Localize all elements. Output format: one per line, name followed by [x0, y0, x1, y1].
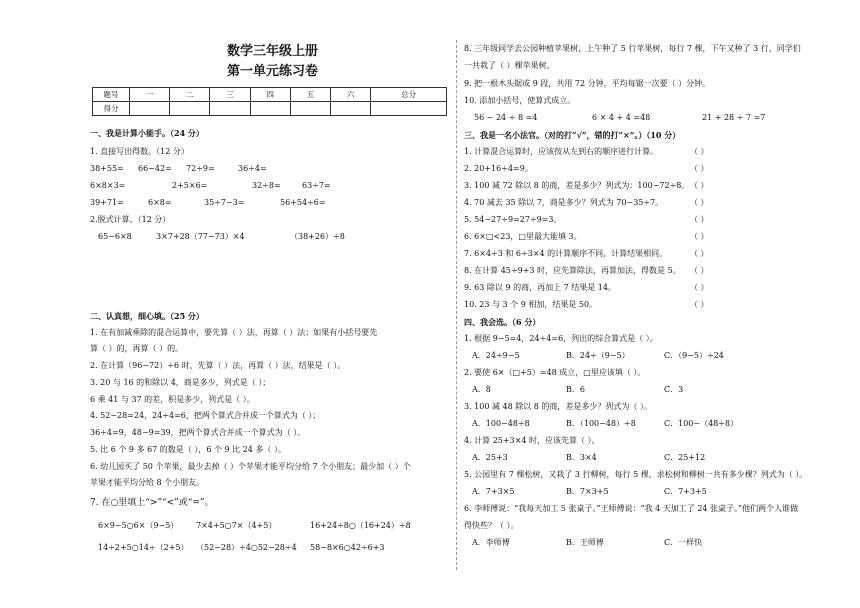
score-row-label: 得分 [93, 102, 130, 116]
choice-option[interactable]: C．（9−5）÷24 [664, 351, 724, 360]
section3-title: 三、我是一名小法官。（对的打“√”，错的打“×”。）（10 分） [464, 130, 681, 140]
judge-item: 10. 23 与 3 个 9 相加，结果是 50。 [464, 300, 598, 309]
fill-line: 2. 在计算（96−72）÷6 时，先算（ ）法，再算（ ）法，结果是（ ）。 [90, 361, 346, 370]
expr-item: （38+26）÷8 [290, 232, 345, 241]
judge-item: 5. 54−27÷9=27÷9=3。 [464, 215, 562, 224]
score-header-cell: 一 [130, 88, 170, 102]
judge-item: 3. 100 减 72 除以 8 的商，差是多少？列式为：100−72÷8。 [464, 181, 690, 190]
judge-item: 7. 6×4÷3 和 6÷3×4 的计算顺序不同，计算结果相同。 [464, 249, 668, 258]
score-header-cell: 四 [250, 88, 290, 102]
fill-line: 3. 20 与 16 的和除以 4，商是多少，列式是（ ）； [90, 378, 271, 387]
expr-item: 65−6×8 [98, 232, 132, 241]
calc-item: 66−42= [138, 164, 172, 173]
column-divider [456, 40, 457, 570]
choice-option[interactable]: B．（100−48）÷8 [566, 419, 636, 428]
judge-item: 4. 70 减去 35 除以 7，商是多少？列式为 70−35÷7。 [464, 198, 664, 207]
calc-item: 32÷8= [252, 181, 281, 190]
fill-line: 1. 在有加减乘除的混合运算中，要先算（ ）法，再算（ ）法；如果有小括号要先 [90, 328, 378, 337]
choice-option[interactable]: C．7+3+5 [664, 487, 707, 496]
choice-option[interactable]: B．3×4 [566, 453, 597, 462]
choice-option[interactable]: B．24÷（9−5） [566, 351, 630, 360]
section1-q2: 2.脱式计算。（12 分） [90, 215, 171, 224]
compare-item: 6×9−5○6×（9−5） [98, 521, 179, 530]
score-header-cell: 题号 [93, 88, 130, 102]
score-cell[interactable] [290, 102, 330, 116]
calc-item: 56+54÷6= [280, 198, 326, 207]
judge-answer-blank[interactable]: （ ） [690, 147, 709, 156]
fill-line: 36÷4=9，48−9=39，把两个算式合并成一个算式为（ ）。 [90, 428, 306, 437]
choice-option[interactable]: C．3 [664, 385, 684, 394]
judge-answer-blank[interactable]: （ ） [690, 283, 709, 292]
score-cell[interactable] [210, 102, 250, 116]
score-header-cell: 三 [210, 88, 250, 102]
fill-line: 5. 比 6 个 9 多 67 的数是（ ），6 个 9 比 24 多（ ）。 [90, 445, 286, 454]
judge-item: 2. 20+16÷4=9。 [464, 164, 533, 173]
choice-question: 6. 李师傅说：“我每天加工 5 张桌子。”王师傅说：“我 4 天加工了 24 张桌子。”他们两个人谁做 [464, 504, 799, 513]
judge-item: 8. 在计算 45÷9+3 时，应先算除法，再算加法，得数是 5。 [464, 266, 681, 275]
choice-option[interactable]: A．25+3 [472, 453, 508, 462]
calc-item: 36÷4= [238, 164, 267, 173]
judge-answer-blank[interactable]: （ ） [690, 249, 709, 258]
score-cell[interactable] [331, 102, 371, 116]
compare-item: 16+24÷8○（16+24）÷8 [310, 521, 411, 530]
expr-item: 3×7+28（77−73）×4 [156, 232, 245, 241]
choice-question: 5. 公园里有 7 棵松树，又栽了 3 行柳树，每行 5 棵，求松树和柳树一共有多少棵？列式为（ ）。 [464, 470, 808, 479]
score-cell[interactable] [130, 102, 170, 116]
choice-option[interactable]: A．李师傅 [472, 538, 510, 547]
choice-question: 2. 要使 6×（□+5）=48 成立，□里应该填（ ）。 [464, 368, 646, 377]
choice-question: 1. 根据 9−5=4，24÷4=6，列出的综合算式是（ ）。 [464, 334, 658, 343]
choice-question: 4. 计算 25+3×4 时，应该先算（ ）。 [464, 436, 600, 445]
choice-option[interactable]: C．一样快 [664, 538, 703, 547]
judge-answer-blank[interactable]: （ ） [690, 266, 709, 275]
judge-answer-blank[interactable]: （ ） [690, 198, 709, 207]
calc-item: 6×8×3= [90, 181, 126, 190]
calc-item: 2+5×6= [172, 181, 208, 190]
score-cell[interactable] [250, 102, 290, 116]
paren-expr: 6 × 4 + 4 =48 [592, 113, 651, 122]
compare-item: 7×4+5○7×（4+5） [196, 521, 277, 530]
score-table-score-row [93, 102, 447, 116]
fill-line: 10. 添加小括号，使算式成立。 [464, 96, 576, 105]
judge-answer-blank[interactable]: （ ） [690, 215, 709, 224]
page-subtitle: 第一单元练习卷 [227, 64, 319, 79]
section1-title: 一、我是计算小能手。（24 分） [90, 128, 204, 138]
fill-line: 苹果才能平均分给 8 个小朋友。 [90, 478, 205, 487]
choice-option[interactable]: A．100−48÷8 [472, 419, 530, 428]
fill-line: 一共栽了（ ）棵苹果树。 [464, 61, 555, 70]
choice-option[interactable]: A．8 [472, 385, 491, 394]
score-cell[interactable] [170, 102, 210, 116]
choice-option[interactable]: C．25+12 [664, 453, 706, 462]
judge-item: 1. 计算混合运算时，应该按从左到右的顺序进行计算。 [464, 147, 659, 156]
section4-title: 四、我会选。（6 分） [464, 317, 541, 327]
paren-expr: 56 − 24 ÷ 8 =4 [474, 113, 538, 122]
choice-option[interactable]: B．7×3+5 [566, 487, 609, 496]
score-table [92, 87, 447, 116]
choice-question: 得快些？（ ）。 [464, 521, 519, 530]
choice-option[interactable]: A．24÷9−5 [472, 351, 520, 360]
choice-question: 3. 100 减 48 除以 8 的商，差是多少？列式为（ ）。 [464, 402, 652, 411]
paren-expr: 21 + 28 ÷ 7 =7 [702, 113, 766, 122]
calc-item: 39+71= [90, 198, 124, 207]
choice-option[interactable]: A．7+3×5 [472, 487, 515, 496]
score-header-cell: 六 [331, 88, 371, 102]
compare-item: 58−8×6○42÷6+3 [310, 543, 385, 552]
fill-line: 算（ ）的，再算（ ）的。 [90, 344, 184, 353]
section2-q7-title: 7. 在○里填上“>”“<”或“=”。 [90, 498, 214, 508]
score-header-cell: 二 [170, 88, 210, 102]
calc-item: 72÷9= [186, 164, 215, 173]
judge-answer-blank[interactable]: （ ） [690, 300, 709, 309]
fill-line: 6 乘 41 与 37 的差，积是多少，列式是（ ）。 [90, 395, 255, 404]
calc-item: 63÷7= [302, 181, 331, 190]
score-cell[interactable] [371, 102, 447, 116]
section1-q1: 1. 直接写出得数。（12 分） [90, 147, 189, 156]
judge-item: 6. 6×□<23，□里最大能填 3。 [464, 232, 582, 241]
judge-answer-blank[interactable]: （ ） [690, 232, 709, 241]
section2-title: 二、认真想，细心填。（25 分） [90, 311, 204, 321]
fill-line: 9. 把一根木头锯成 9 段，共用 72 分钟，平均每锯一次要（ ）分钟。 [464, 79, 711, 88]
judge-answer-blank[interactable]: （ ） [690, 181, 709, 190]
judge-answer-blank[interactable]: （ ） [690, 164, 709, 173]
compare-item: 14÷2+5○14÷（2+5） [98, 543, 189, 552]
choice-option[interactable]: C．100−（48÷8） [664, 419, 739, 428]
choice-option[interactable]: B．王师傅 [566, 538, 604, 547]
calc-item: 35÷7−3= [204, 198, 245, 207]
score-table-header-row [93, 88, 447, 102]
calc-item: 6×8= [148, 198, 172, 207]
choice-option[interactable]: B．6 [566, 385, 585, 394]
fill-line: 4. 52−28=24，24÷4=6，把两个算式合并成一个算式为（ ）； [90, 411, 321, 420]
score-header-cell: 总分 [371, 88, 447, 102]
calc-item: 38+55= [90, 164, 124, 173]
judge-item: 9. 63 除以 9 的商，再加上 7 结果是 14。 [464, 283, 616, 292]
fill-line: 8. 三年级同学去公园种植苹果树，上午种了 5 行苹果树，每行 7 棵，下午又种了 3 行，同学们 [464, 44, 801, 53]
fill-line: 6. 幼儿园买了 50 个苹果，最少去掉（ ）个苹果才能平均分给 7 个小朋友；最少加（ ）个 [90, 462, 411, 471]
score-header-cell: 五 [290, 88, 330, 102]
page-title: 数学三年级上册 [227, 44, 319, 59]
compare-item: （52−28）÷4○52−28÷4 [196, 543, 297, 552]
